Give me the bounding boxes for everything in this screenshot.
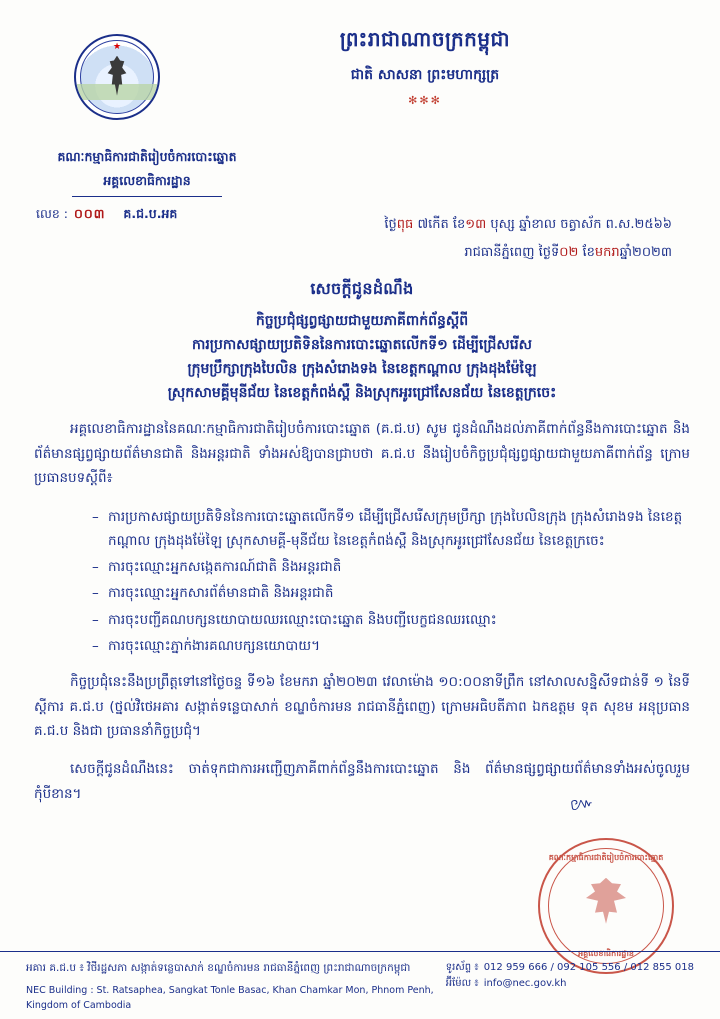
agency-line-2: អគ្គលេខាធិការដ្ឋាន: [103, 172, 191, 188]
document-number-row: [36, 206, 177, 225]
seal-top-text: គណៈកម្មាធិការជាតិរៀបចំការបោះឆ្នោត: [548, 853, 664, 862]
date-gregorian-suffix: ឆ្នាំ២០២៣: [619, 245, 672, 260]
kingdom-title: ព្រះរាជាណាចក្រកម្ពុជា: [339, 27, 511, 51]
footer-phone: [446, 960, 694, 976]
date-lunar-mid1: ៧កើត ខែ: [413, 217, 466, 232]
document-title: សេចក្តីជូនដំណឹង: [310, 279, 414, 298]
date-lunar-prefix: ថ្ងៃ: [384, 217, 397, 232]
date-lunar-weekday: ពុធ: [396, 217, 414, 232]
date-lunar-suffix: ឆ្នាំខាល ចត្វាស័ក ព.ស.២៥៦៦: [518, 217, 672, 232]
signature-mark: ៚: [568, 792, 596, 816]
document-number-suffix: គ.ជ.ប.អគ: [123, 206, 178, 221]
document-subject: [34, 309, 690, 405]
national-emblem-icon: [74, 34, 160, 120]
emblem-star-icon: ★: [112, 41, 122, 52]
list-item: – ការប្រកាសផ្សាយប្រតិទិននៃការបោះឆ្នោតលើកទី១ ដើម្បីជ្រើសរើសក្រុមប្រឹក្សា ក្រុងបៃលិនក្រុង ក្រុងសំរោងទង នៃខេត្តកណ្តាល ក្រុងដុងម៉ែឡៃ ស្រុកសាមគ្គី-មុនីជ័យ នៃខេត្តកំពង់ស្ពឺ និងស្រុកអូរជ្រៅសែនជ័យ នៃខេត្តក្រចេះ: [108, 505, 690, 554]
document-number-value: ០០៣: [74, 206, 106, 221]
date-gregorian-day: ០២: [559, 245, 579, 260]
paragraph-2: កិច្ចប្រជុំនេះនឹងប្រព្រឹត្តទៅនៅថ្ងៃចន្ទ ទី១៦ ខែមករា ឆ្នាំ២០២៣ វេលាម៉ោង ១០:០០នាទីព្រឹក នៅសាលសន្និសីទជាន់ទី ១ នៃទីស្តីការ គ.ជ.ប (ថ្នល់វិថេអគារ សង្កាត់ទន្លេបាសាក់ ខណ្ឌចំការមន រាជធានីភ្នំពេញ) ក្រោមអធិបតីភាព ឯកឧត្តម ទុត សុខម អនុប្រធាន គ.ជ.ប និងជា ប្រធាននាំកិច្ចប្រជុំ។: [34, 674, 690, 740]
paragraph-1: អគ្គលេខាធិការដ្ឋាននៃគណៈកម្មាធិការជាតិរៀបចំការបោះឆ្នោត (គ.ជ.ប) សូម ជូនដំណឹងដល់ភាគីពាក់ព័ន្ធនឹងការបោះឆ្នោត និងព័ត៌មានផ្សព្វផ្សាយព័ត៌មានជាតិ និងអន្តរជាតិ ទាំងអស់ឱ្យបានជ្រាបថា គ.ជ.ប នឹងរៀបចំកិច្ចប្រជុំផ្សព្វផ្សាយជាមួយភាគីពាក់ព័ន្ធ ក្រោម ប្រធានបទស្តីពី៖: [34, 421, 690, 487]
agency-underline: [72, 196, 222, 197]
date-gregorian-mid: ខែ: [578, 245, 595, 260]
subject-line-2: ការប្រកាសផ្សាយប្រតិទិននៃការបោះឆ្នោតលើកទី១ ដើម្បីជ្រើសរើស: [192, 337, 532, 354]
footer-row: [26, 960, 694, 1013]
date-lunar-month: បុស្ស: [486, 217, 515, 232]
footer-phone-value: 012 959 666 / 092 105 556 / 012 855 018: [483, 962, 694, 973]
national-motto: ជាតិ សាសនា ព្រះមហាក្សត្រ: [350, 67, 500, 83]
footer-address-en: NEC Building : St. Ratsaphea, Sangkat Tonle Basac, Khan Chamkar Mon, Phnom Penh, Kingdom of Cambodia: [26, 984, 434, 1011]
footer-contact: [446, 960, 694, 992]
document-header: [0, 0, 720, 140]
footer-phone-label: ទូរស័ព្ទ ៖: [445, 962, 479, 973]
date-lunar: [384, 216, 672, 235]
document-number-label: លេខ :: [36, 206, 68, 221]
bullet-list: [34, 505, 690, 659]
paragraph-3: សេចក្តីជូនដំណឹងនេះ ចាត់ទុកជាការអញ្ជើញភាគីពាក់ព័ន្ធនឹងការបោះឆ្នោត និង ព័ត៌មានផ្សព្វផ្សាយព័ត៌មានទាំងអស់ចូលរួមកុំបីខាន។: [34, 761, 690, 803]
date-lunar-day: ១៣: [465, 217, 487, 232]
date-gregorian-month: មករា: [594, 245, 620, 260]
document-body: [34, 278, 690, 820]
seal-bottom-text: អគ្គលេខាធិការដ្ឋាន: [578, 949, 634, 958]
list-item: – ការចុះបញ្ជីគណបក្សនយោបាយឈរឈ្មោះបោះឆ្នោត និងបញ្ជីបេក្ខជនឈរឈ្មោះ: [108, 608, 690, 632]
footer-email-label: អ៊ីម៉ែល ៖: [445, 978, 479, 989]
document-footer: [0, 951, 720, 1019]
date-gregorian: [384, 244, 672, 263]
footer-address: [26, 960, 446, 1013]
subject-line-3: ក្រុមប្រឹក្សាក្រុងបៃលិន ក្រុងសំរោងទង នៃខេត្តកណ្តាល ក្រុងដុងម៉ែឡៃ: [187, 361, 537, 378]
footer-email: [446, 976, 694, 992]
list-item: – ការចុះឈ្មោះភ្នាក់ងារគណបក្សនយោបាយ។: [108, 634, 690, 658]
list-item: – ការចុះឈ្មោះអ្នកសារព័ត៌មានជាតិ និងអន្តរជាតិ: [108, 581, 690, 605]
ornament-divider: ✻✻✻: [408, 94, 442, 107]
subject-line-4: ស្រុកសាមគ្គីមុនីជ័យ នៃខេត្តកំពង់ស្ពឺ និងស្រុកអូរជ្រៅសែនជ័យ នៃខេត្តក្រចេះ: [167, 385, 557, 402]
list-item: – ការចុះឈ្មោះអ្នកសង្កេតការណ៍ជាតិ និងអន្តរជាតិ: [108, 555, 690, 579]
agency-line-1: គណៈកម្មាធិការជាតិរៀបចំការបោះឆ្នោត: [57, 149, 237, 164]
agency-block: [22, 145, 272, 197]
subject-line-1: កិច្ចប្រជុំផ្សព្វផ្សាយជាមួយភាគីពាក់ព័ន្ធស្តីពី: [255, 313, 469, 329]
title-block: [210, 26, 640, 107]
date-gregorian-prefix: រាជធានីភ្នំពេញ ថ្ងៃទី: [464, 245, 560, 260]
footer-address-kh: អគារ គ.ជ.ប ៖ វិថីរដ្ឋសភា សង្កាត់ទន្លេបាសាក់ ខណ្ឌចំការមន រាជធានីភ្នំពេញ ព្រះរាជាណាចក្រកម្ពុជា: [26, 962, 411, 974]
footer-email-value[interactable]: info@nec.gov.kh: [483, 978, 567, 989]
dateline-block: [384, 216, 672, 263]
